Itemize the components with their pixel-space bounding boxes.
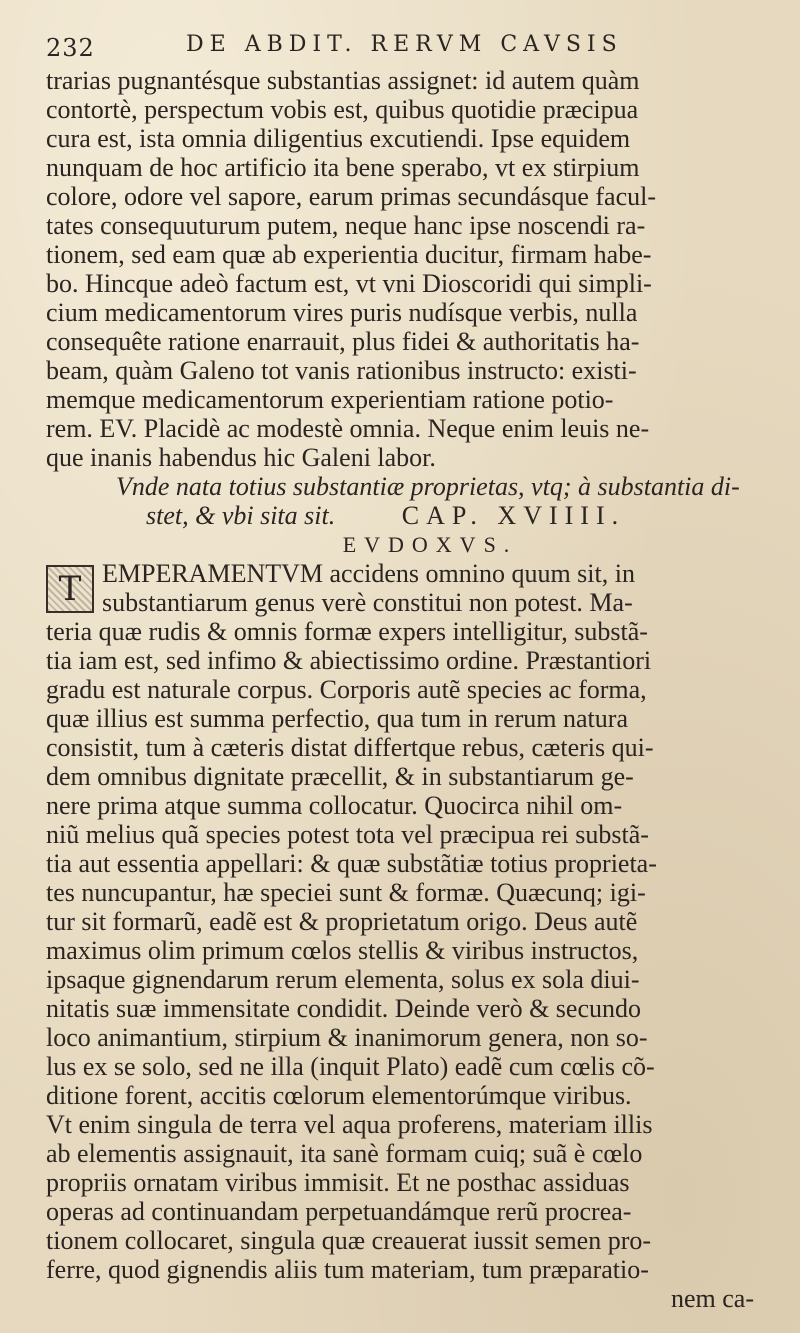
text-line: ferre, quod gignendis aliis tum materiam, tum præparatio- [46, 1255, 649, 1284]
text-line: cium medicamentorum vires puris nudísque verbis, nulla [46, 298, 638, 327]
text-line: niũ melius quã species potest tota vel præcipua rei substã- [46, 820, 649, 849]
text-line: tionem, sed eam quæ ab experientia ducitur, firmam habe- [46, 240, 652, 269]
text-line: contortè, perspectum vobis est, quibus quotidie præcipua [46, 95, 639, 124]
caption-text: stet, & vbi sita sit. [146, 501, 336, 530]
running-title: DE ABDIT. RERVM CAVSIS [186, 32, 623, 57]
text-line: tia aut essentia appellari: & quæ substãtiæ totius proprieta- [46, 849, 657, 878]
text-line: substantiarum genus verè constitui non potest. Ma- [102, 588, 633, 617]
text-line: que inanis habendus hic Galeni labor. [46, 443, 436, 472]
text-line: loco animantium, stirpium & inanimorum genera, non so- [46, 1023, 648, 1052]
text-line: nere prima atque summa collocatur. Quocirca nihil om- [46, 791, 623, 820]
text-line: gradu est naturale corpus. Corporis autẽ species ac forma, [46, 675, 647, 704]
text-line: cura est, ista omnia diligentius excutiendi. Ipse equidem [46, 124, 631, 153]
text-line: tes nuncupantur, hæ speciei sunt & formæ. Quæcunq; igi- [46, 878, 646, 907]
text-line: dem omnibus dignitate præcellit, & in substantiarum ge- [46, 762, 634, 791]
text-line: ditione forent, accitis cœlorum elementorúmque viribus. [46, 1081, 632, 1110]
caption-line: Vnde nata totius substantiæ proprietas, vtq; à substantia di- [116, 472, 740, 501]
text-line: tionem collocaret, singula quæ creauerat iussit semen pro- [46, 1226, 652, 1255]
catchword: nem ca- [670, 1284, 754, 1313]
text-line: ipsaque gignendarum rerum elementa, solus ex sola diui- [46, 965, 640, 994]
text-line: teria quæ rudis & omnis formæ expers intelligitur, substã- [46, 617, 648, 646]
text-line: tates consequuturum putem, neque hanc ipse noscendi ra- [46, 211, 646, 240]
text-line: nunquam de hoc artificio ita bene sperabo, vt ex stirpium [46, 153, 640, 182]
running-head [46, 32, 774, 62]
speaker-name: EVDOXVS. [342, 532, 518, 557]
text-line: trarias pugnantésque substantias assignet: id autem quàm [46, 66, 640, 95]
page-body [46, 66, 774, 1313]
chapter-caption [46, 472, 774, 530]
text-line: lus ex se solo, sed ne illa (inquit Plato) eadẽ cum cœlis cõ- [46, 1052, 655, 1081]
text-line: tur sit formarũ, eadẽ est & proprietatum origo. Deus autẽ [46, 907, 638, 936]
page-number: 232 [46, 34, 95, 62]
text-line: Vt enim singula de terra vel aqua proferens, materiam illis [46, 1110, 653, 1139]
text-line: quæ illius est summa perfectio, qua tum in rerum natura [46, 704, 628, 733]
text-line: operas ad continuandam perpetuandámque rerũ procrea- [46, 1197, 632, 1226]
text-line: colore, odore vel sapore, earum primas secundásque facul- [46, 182, 657, 211]
drop-cap-ornament: T [46, 565, 94, 613]
text-line: maximus olim primum cœlos stellis & viribus instructos, [46, 936, 639, 965]
text-line: bo. Hincque adeò factum est, vt vni Dioscoridi qui simpli- [46, 269, 652, 298]
text-line: beam, quàm Galeno tot vanis rationibus instructo: existi- [46, 356, 637, 385]
text-line: memque medicamentorum experientiam ratione potio- [46, 385, 614, 414]
text-line: propriis ornatam viribus immisit. Et ne posthac assiduas [46, 1168, 630, 1197]
text-line: tia iam est, sed infimo & abiectissimo ordine. Præstantiori [46, 646, 652, 675]
book-page [46, 32, 774, 1322]
text-line: consequête ratione enarrauit, plus fidei & authoritatis ha- [46, 327, 640, 356]
text-line: consistit, tum à cæteris distat differtque rebus, cæteris qui- [46, 733, 654, 762]
text-line: rem. EV. Placidè ac modestè omnia. Neque enim leuis ne- [46, 414, 650, 443]
text-line: nitatis suæ immensitate condidit. Deinde verò & secundo [46, 994, 642, 1023]
text-line: EMPERAMENTVM accidens omnino quum sit, in [102, 559, 635, 588]
paragraph-2 [46, 559, 774, 1284]
caption-line [46, 501, 774, 530]
text-line: ab elementis assignauit, ita sanè formam cuiq; suã è cœlo [46, 1139, 643, 1168]
chapter-label: CAP. XVIIII. [401, 501, 626, 530]
paragraph-1 [46, 66, 774, 472]
